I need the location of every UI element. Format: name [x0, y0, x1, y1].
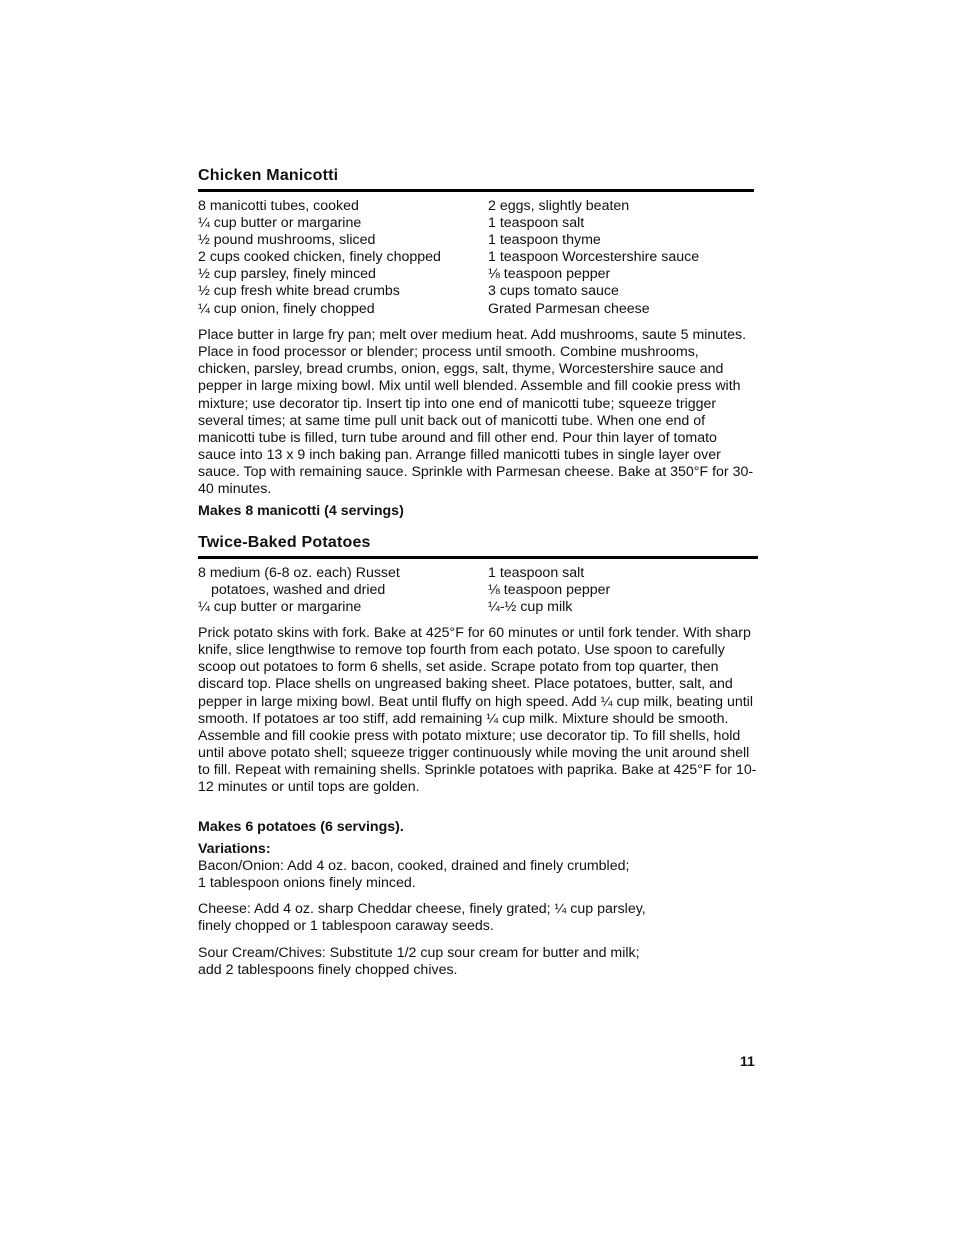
ingredient-item: ¼ cup onion, finely chopped: [198, 300, 375, 317]
directions-chicken-manicotti: Place butter in large fry pan; melt over medium heat. Add mushrooms, saute 5 minutes. Place in food processor or blender; process until smooth. Combine mushrooms, chicken, parsley, bread crumbs, onion, eggs, salt, thyme, Worcestershire sauce and pepper in large mixing bowl. Mix until well blended. Assemble and fill cookie press with mixture; use decorator tip. Insert tip into one end of manicotti tube; squeeze trigger several times; at same time pull unit back out of manicotti tube. When one end of manicotti tube is filled, turn tube around and fill other end. Pour thin layer of tomato sauce into 13 x 9 inch baking pan. Arrange filled manicotti tubes in single layer over sauce. Top with remaining sauce. Sprinkle with Parmesan cheese. Bake at 350°F for 30-40 minutes.: [198, 327, 754, 498]
ingredient-item: ½ cup parsley, finely minced: [198, 266, 376, 283]
variation-line: Cheese: Add 4 oz. sharp Cheddar cheese, finely grated; ¼ cup parsley,: [198, 901, 646, 917]
recipe-title-chicken-manicotti: Chicken Manicotti: [198, 167, 339, 184]
variation-sour-cream-chives: [198, 945, 760, 979]
directions-twice-baked-potatoes: Prick potato skins with fork. Bake at 425°F for 60 minutes or until fork tender. With sharp knife, slice lengthwise to remove top fourth from each potato. Use spoon to carefully scoop out potatoes to form 6 shells, set aside. Scrape potato from top quarter, then discard top. Place shells on ungreased baking sheet. Place potatoes, butter, salt, and pepper in large mixing bowl. Beat until fluffy on high speed. Add ¼ cup milk, beating until smooth. If potatoes ar too stiff, add remaining ¼ cup milk. Mixture should be smooth. Assemble and fill cookie press with potato mixture; use decorator tip. To fill shells, hold until above potato shell; squeeze trigger continuously while moving the unit around shell to fill. Repeat with remaining shells. Sprinkle potatoes with paprika. Bake at 425°F for 10-12 minutes or until tops are golden.: [198, 625, 757, 796]
variation-line: Sour Cream/Chives: Substitute 1/2 cup sour cream for butter and milk;: [198, 945, 640, 961]
ingredient-item: Grated Parmesan cheese: [488, 300, 650, 317]
ingredient-item: 3 cups tomato sauce: [488, 283, 619, 300]
recipe-title-twice-baked-potatoes: Twice-Baked Potatoes: [198, 534, 371, 551]
ingredient-item: 1 teaspoon Worcestershire sauce: [488, 249, 700, 266]
ingredient-item: 1 teaspoon thyme: [488, 232, 601, 249]
ingredient-item: 8 manicotti tubes, cooked: [198, 198, 359, 214]
variation-cheese: [198, 901, 760, 935]
ingredients-right-column: [488, 565, 610, 616]
yield-chicken-manicotti: Makes 8 manicotti (4 servings): [198, 503, 404, 519]
variation-line: finely chopped or 1 tablespoon caraway seeds.: [198, 918, 494, 935]
variation-line: 1 tablespoon onions finely minced.: [198, 875, 416, 892]
variations-heading: Variations:: [198, 841, 271, 857]
ingredient-item: ½ cup fresh white bread crumbs: [198, 283, 400, 300]
ingredient-item: 1 teaspoon salt: [488, 215, 585, 232]
variation-line: add 2 tablespoons finely chopped chives.: [198, 962, 458, 979]
ingredient-item: potatoes, washed and dried: [211, 582, 386, 599]
page-number: 11: [740, 1053, 755, 1069]
ingredient-item: 1 teaspoon salt: [488, 565, 585, 581]
ingredient-item: ¼ cup butter or margarine: [198, 215, 362, 232]
ingredient-item: ⅛ teaspoon pepper: [488, 582, 611, 599]
title-rule: [198, 556, 758, 559]
ingredients-left-column: [198, 198, 441, 318]
ingredient-item: ⅛ teaspoon pepper: [488, 266, 611, 283]
ingredient-item: ¼ cup butter or margarine: [198, 599, 362, 616]
ingredient-item: ½ pound mushrooms, sliced: [198, 232, 376, 249]
variations-block: [198, 841, 760, 892]
title-rule: [198, 189, 754, 192]
ingredient-item: 8 medium (6-8 oz. each) Russet: [198, 565, 400, 581]
yield-twice-baked-potatoes: Makes 6 potatoes (6 servings).: [198, 819, 404, 835]
ingredient-item: 2 cups cooked chicken, finely chopped: [198, 249, 441, 266]
ingredients-right-column: [488, 198, 699, 318]
variation-line: Bacon/Onion: Add 4 oz. bacon, cooked, drained and finely crumbled;: [198, 858, 630, 875]
ingredient-item: ¼-½ cup milk: [488, 599, 573, 616]
ingredients-left-column: [198, 565, 400, 616]
ingredient-item: 2 eggs, slightly beaten: [488, 198, 630, 214]
